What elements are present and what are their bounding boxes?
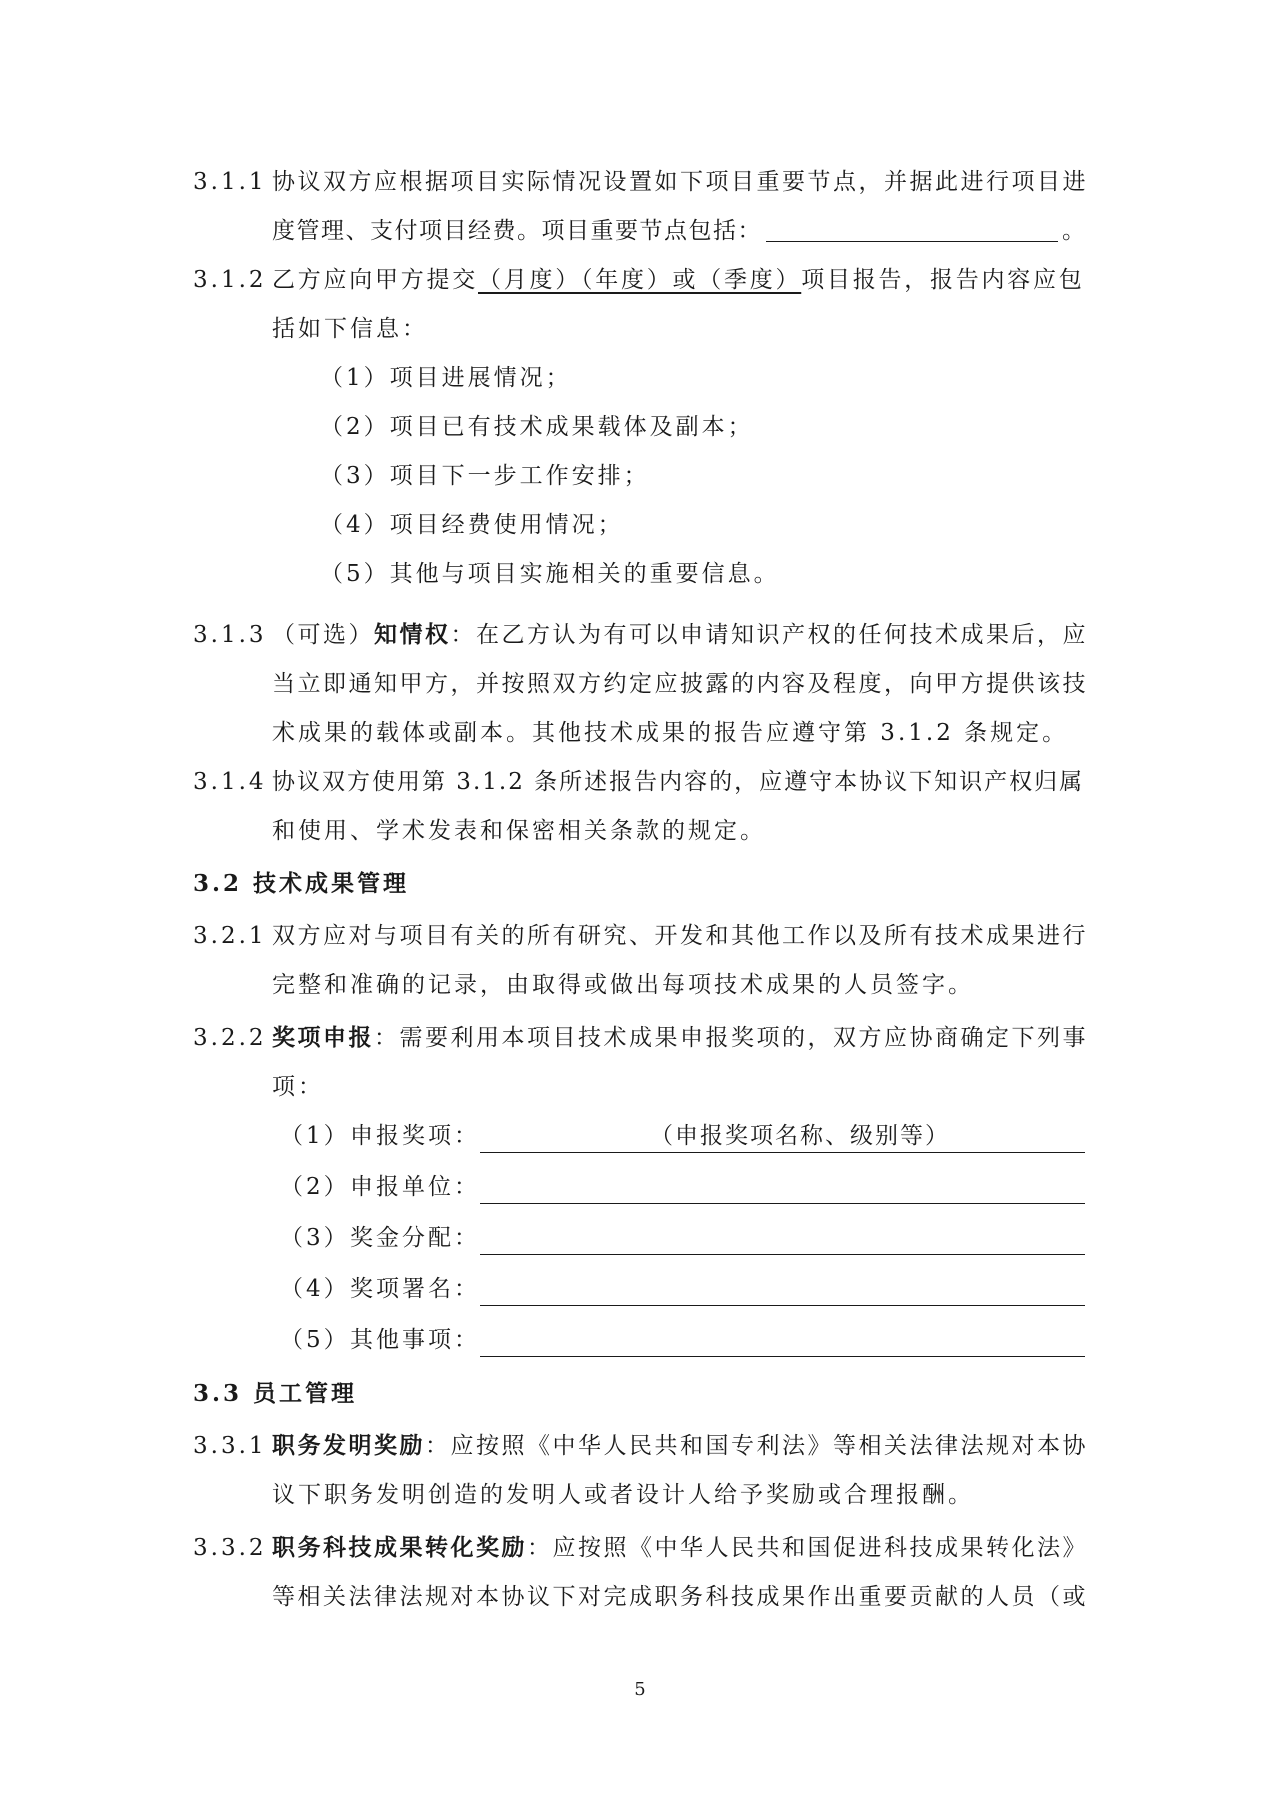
award-field-label: 奖项署名： — [350, 1276, 480, 1302]
clause-text: 议下职务发明创造的发明人或者设计人给予奖励或合理报酬。 — [272, 1482, 974, 1508]
clause-keyword: 职务发明奖励 — [272, 1432, 425, 1459]
list-item-text: （4）项目经费使用情况； — [320, 512, 624, 538]
bonus-allocation-field[interactable] — [480, 1216, 1085, 1255]
clause-number: 3.1.1 — [193, 169, 267, 195]
award-field-label: 申报单位： — [350, 1174, 480, 1200]
report-period-options: （月度）（年度）或（季度） — [478, 267, 802, 293]
clause-text: 乙方应向甲方提交 — [272, 267, 478, 293]
award-field-label: 其他事项： — [350, 1327, 480, 1353]
clause-keyword: 职务科技成果转化奖励 — [272, 1534, 527, 1561]
clause-number: 3.1.4 — [193, 769, 267, 795]
award-field-number: （5） — [280, 1327, 350, 1353]
clause-text: 完整和准确的记录，由取得或做出每项技术成果的人员签字。 — [272, 972, 974, 998]
clause-keyword: 知情权 — [374, 621, 451, 648]
clause-text: ：应按照《中华人民共和国专利法》等相关法律法规对本协 — [425, 1433, 1088, 1459]
clause-text: ：在乙方认为有可以申请知识产权的任何技术成果后，应 — [450, 622, 1088, 648]
list-item-text: （5）其他与项目实施相关的重要信息。 — [320, 561, 780, 587]
award-unit-field[interactable] — [480, 1165, 1085, 1204]
list-item-text: （3）项目下一步工作安排； — [320, 463, 650, 489]
milestone-blank-field[interactable] — [766, 211, 1058, 242]
page-number: 5 — [634, 1679, 646, 1700]
award-field-number: （2） — [280, 1174, 350, 1200]
award-field-number: （3） — [280, 1225, 350, 1251]
clause-text: 协议双方应根据项目实际情况设置如下项目重要节点，并据此进行项目进 — [272, 169, 1088, 195]
clause-number: 3.3.2 — [193, 1535, 267, 1561]
clause-text: 和使用、学术发表和保密相关条款的规定。 — [272, 818, 766, 844]
section-heading: 3.2 技术成果管理 — [193, 870, 410, 897]
clause-text: 括如下信息： — [272, 316, 428, 342]
award-field-label: 奖金分配： — [350, 1225, 480, 1251]
clause-text: 度管理、支付项目经费。项目重要节点包括： — [272, 218, 762, 244]
list-item-text: （1）项目进展情况； — [320, 365, 572, 391]
clause-text: （可选） — [272, 622, 374, 648]
clause-number: 3.2.1 — [193, 923, 267, 949]
clause-text: 当立即通知甲方，并按照双方约定应披露的内容及程度，向甲方提供该技 — [272, 671, 1088, 697]
clause-text: 协议双方使用第 3.1.2 条所述报告内容的，应遵守本协议下知识产权归属 — [272, 769, 1085, 795]
clause-text: 项目报告，报告内容应包 — [801, 267, 1085, 293]
award-signature-field[interactable] — [480, 1267, 1085, 1306]
clause-number: 3.3.1 — [193, 1433, 267, 1459]
clause-number: 3.2.2 — [193, 1025, 267, 1051]
award-field-label: 申报奖项： — [350, 1123, 480, 1149]
clause-text: ：需要利用本项目技术成果申报奖项的，双方应协商确定下列事 — [374, 1025, 1088, 1051]
award-field-hint: （申报奖项名称、级别等） — [650, 1123, 950, 1149]
other-matters-field[interactable] — [480, 1318, 1085, 1357]
clause-text-end: 。 — [1062, 218, 1087, 244]
list-item-text: （2）项目已有技术成果载体及副本； — [320, 414, 754, 440]
clause-text: 等相关法律法规对本协议下对完成职务科技成果作出重要贡献的人员（或 — [272, 1584, 1088, 1610]
clause-keyword: 奖项申报 — [272, 1024, 374, 1051]
clause-number: 3.1.3 — [193, 622, 267, 648]
clause-number: 3.1.2 — [193, 267, 267, 293]
clause-text: 术成果的载体或副本。其他技术成果的报告应遵守第 3.1.2 条规定。 — [272, 720, 1069, 746]
award-field-number: （4） — [280, 1276, 350, 1302]
clause-text: 项： — [272, 1074, 324, 1100]
clause-text: ：应按照《中华人民共和国促进科技成果转化法》 — [527, 1535, 1088, 1561]
section-heading: 3.3 员工管理 — [193, 1380, 358, 1407]
award-field-number: （1） — [280, 1123, 350, 1149]
clause-text: 双方应对与项目有关的所有研究、开发和其他工作以及所有技术成果进行 — [272, 923, 1088, 949]
